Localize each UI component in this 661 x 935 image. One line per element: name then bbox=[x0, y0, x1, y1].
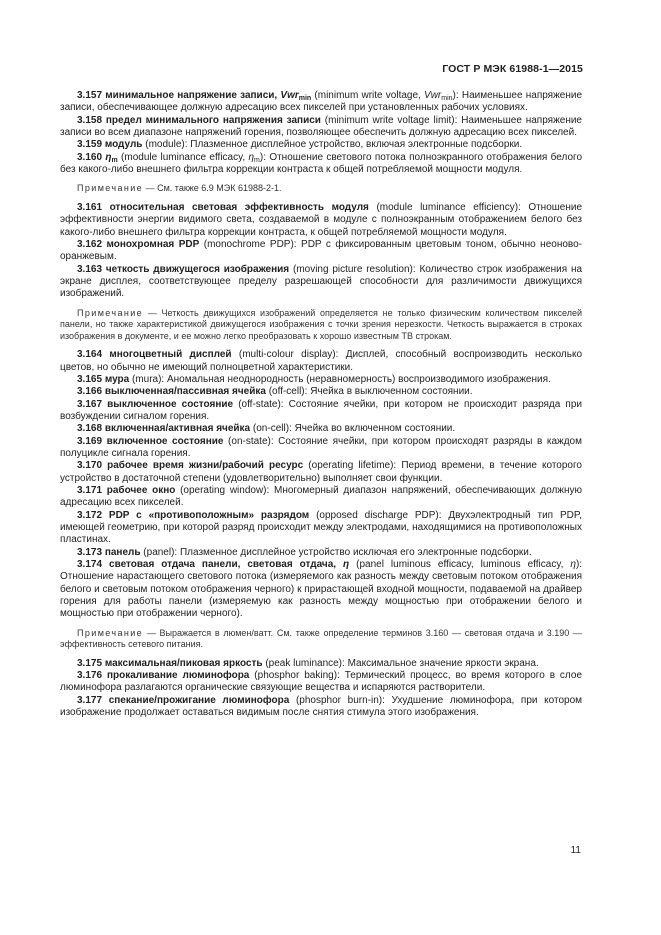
term-entry-3-171 bbox=[60, 485, 582, 510]
term-number: 3.158 bbox=[77, 114, 103, 126]
term-number: 3.170 bbox=[77, 460, 103, 472]
term-entry-3-166 bbox=[60, 386, 582, 398]
term-number: 3.160 bbox=[77, 151, 103, 163]
term-text-b: ): Наименьшее напряжение записи, обеспечивающее должную адресацию всех пикселей при установленных рабочих условиях. bbox=[60, 90, 583, 114]
term-title: монохромная PDP bbox=[106, 238, 200, 250]
term-title: световая отдача панели, световая отдача, bbox=[109, 559, 337, 570]
term-symbol-2: η bbox=[248, 151, 255, 163]
term-title: включенное состояние bbox=[106, 435, 224, 447]
note-text: — См. также 6.9 МЭК 61988-2-1. bbox=[145, 183, 282, 194]
term-symbol-2-subscript: min bbox=[441, 95, 453, 102]
term-definition: (opposed discharge PDP): Двухэлектродный тип PDP, имеющей геометрию, при которой разряд происходит между электродами, находящимися на противоположных пластинах. bbox=[60, 509, 583, 546]
term-text-a: (minimum write voltage, bbox=[314, 90, 421, 101]
term-symbol: η bbox=[105, 151, 112, 163]
term-title: модуль bbox=[104, 139, 143, 151]
term-symbol: η bbox=[343, 559, 350, 570]
term-text-b: ): Отношение светового потока полноэкранного отображения белого без какого-либо внешнего фильтра коррекции контраста к общей потребляемой мощности модуля. bbox=[60, 151, 583, 176]
term-entry-3-177 bbox=[60, 695, 582, 720]
term-number: 3.176 bbox=[77, 670, 103, 682]
term-definition: (off-state): Состояние ячейки, при котором не происходит разряда при возбуждении сигналом горения. bbox=[60, 398, 582, 422]
term-number: 3.163 bbox=[77, 263, 103, 275]
term-definition: (operating lifetime): Период времени, в течение которого устройство в достаточной степени (удовлетворительно) выполняет свои функции. bbox=[60, 460, 582, 484]
term-number: 3.159 bbox=[77, 139, 103, 151]
term-entry-3-163 bbox=[60, 264, 582, 301]
term-text-b: ): Отношение нарастающего светового потока (измеряемого как разность между световым потоком отображения белого и световым потоком отображения черного) к прирастающей входной мощности, подаваемой на драйвер горения для работы панели (измеряемую как разность между мощностью при отображении белого и мощностью при отображении черного). bbox=[60, 559, 583, 620]
term-entry-3-170 bbox=[60, 460, 582, 485]
term-entry-3-161 bbox=[60, 202, 582, 239]
term-definition: (on-state): Состояние ячейки, при котором происходят разряды в каждом полуцикле сигнала горения. bbox=[60, 435, 582, 459]
term-entry-3-169 bbox=[60, 436, 582, 461]
term-entry-3-160 bbox=[60, 152, 582, 177]
term-number: 3.177 bbox=[77, 694, 103, 706]
term-number: 3.167 bbox=[77, 398, 103, 410]
term-number: 3.168 bbox=[77, 423, 103, 435]
term-title: минимальное напряжение записи, bbox=[105, 90, 278, 101]
term-title: спекание/прожигание люминофора bbox=[108, 694, 290, 706]
term-number: 3.174 bbox=[77, 559, 103, 570]
term-number: 3.173 bbox=[77, 546, 103, 558]
term-definition: (moving picture resolution): Количество строк изображения на экране дисплея, соответствующее пределу разрешающей способности для различимости движущихся изображений. bbox=[60, 263, 583, 300]
term-definition: (module): Плазменное дисплейное устройство, включая электронные подсборки. bbox=[145, 139, 523, 151]
note-text: — Четкость движущихся изображений определяется не только физическим количеством пикселей панели, но также характеристикой движущегося изображения с точки зрения нерезкости. Четкость выражается в строках изображения в документе, и ее можно легко преобразовать к хорошо известным ТВ строкам. bbox=[60, 307, 582, 341]
term-entry-3-157 bbox=[60, 90, 582, 115]
term-title: выключенная/пассивная ячейка bbox=[104, 386, 266, 398]
term-symbol-2-subscript: m bbox=[254, 156, 260, 164]
term-title: рабочее время жизни/рабочий ресурс bbox=[107, 460, 304, 472]
term-definition: (phosphor burn-in): Ухудшение люминофора, при котором изображение продолжает оставаться видимым после снятия стимула этого изображения. bbox=[60, 694, 583, 719]
term-text-a: (panel luminous efficacy, luminous efficacy, bbox=[356, 559, 564, 570]
note-label: Примечание bbox=[77, 627, 144, 638]
term-entry-3-162 bbox=[60, 239, 582, 264]
term-number: 3.157 bbox=[77, 90, 103, 101]
term-number: 3.165 bbox=[77, 373, 103, 385]
term-title: выключенное состояние bbox=[107, 398, 234, 410]
term-number: 3.171 bbox=[77, 484, 103, 496]
term-title: панель bbox=[104, 546, 141, 558]
term-number: 3.162 bbox=[77, 238, 103, 250]
term-definition: (operating window): Многомерный диапазон напряжений, обеспечивающих должную адресацию всех пикселей. bbox=[60, 484, 582, 509]
term-number: 3.175 bbox=[77, 657, 103, 669]
term-title: прокаливание люминофора bbox=[106, 670, 250, 682]
term-entry-3-168 bbox=[60, 423, 582, 435]
term-number: 3.169 bbox=[77, 435, 103, 447]
term-entry-3-174 bbox=[60, 559, 582, 621]
note-1 bbox=[60, 183, 582, 195]
term-number: 3.166 bbox=[77, 386, 103, 398]
term-title: PDP с «противоположным» разрядом bbox=[108, 509, 310, 521]
note-3 bbox=[60, 628, 582, 651]
term-definition: (panel): Плазменное дисплейное устройство исключая его электронные подсборки. bbox=[143, 546, 532, 558]
term-title: включенная/активная ячейка bbox=[104, 423, 251, 435]
term-definition: (monochrome PDP): PDP с фиксированным цветовым тоном, обычно неоново-оранжевым. bbox=[60, 238, 583, 263]
term-text-a: (module luminance efficacy, bbox=[121, 151, 246, 163]
term-entry-3-172 bbox=[60, 510, 582, 547]
note-text: — Выражается в люмен/ватт. См. также определение терминов 3.160 — световая отдача и 3.190 — эффективность сетевого питания. bbox=[60, 627, 582, 650]
term-definition: (on-cell): Ячейка во включенном состоянии. bbox=[252, 423, 456, 435]
term-number: 3.172 bbox=[77, 509, 103, 521]
term-title: многоцветный дисплей bbox=[109, 349, 232, 361]
term-symbol-subscript: min bbox=[298, 95, 312, 102]
term-number: 3.164 bbox=[77, 349, 103, 361]
term-entry-3-167 bbox=[60, 399, 582, 424]
term-entry-3-158 bbox=[60, 115, 582, 140]
term-entry-3-159 bbox=[60, 139, 582, 151]
term-title: относительная световая эффективность модуля bbox=[109, 201, 369, 213]
term-title: максимальная/пиковая яркость bbox=[104, 657, 263, 669]
term-definition: (peak luminance): Максимальное значение яркости экрана. bbox=[265, 657, 539, 669]
term-definition: (phosphor baking): Термический процесс, во время которого в слое люминофора разлагаются органические связующие вещества и испаряются растворители. bbox=[60, 670, 583, 694]
term-definition: (minimum write voltage limit): Наименьшее напряжение записи во всем диапазоне напряжений горения, позволяющее обеспечить должную адресацию всех пикселей. bbox=[60, 114, 582, 139]
term-title: четкость движущегося изображения bbox=[105, 263, 290, 275]
term-definition: (mura): Аномальная неоднородность (неравномерность) воспроизводимого изображения. bbox=[131, 373, 551, 385]
note-label: Примечание bbox=[77, 307, 144, 318]
page-header: ГОСТ Р МЭК 61988-1—2015 bbox=[442, 63, 583, 75]
term-entry-3-164 bbox=[60, 349, 582, 374]
note-label: Примечание bbox=[77, 183, 144, 194]
term-number: 3.161 bbox=[77, 201, 103, 213]
term-title: мура bbox=[104, 373, 130, 385]
term-entry-3-173 bbox=[60, 547, 582, 559]
term-symbol-2: Vwr bbox=[424, 90, 442, 101]
term-symbol-subscript: m bbox=[111, 156, 118, 164]
term-entry-3-175 bbox=[60, 658, 582, 670]
term-entry-3-176 bbox=[60, 670, 582, 695]
term-definition: (multi-colour display): Дисплей, способный воспроизводить несколько цветов, но обычно не имеющий полноцветной характеристики. bbox=[60, 349, 583, 373]
term-title: рабочее окно bbox=[106, 484, 176, 496]
term-entry-3-165 bbox=[60, 374, 582, 386]
term-symbol: Vwr bbox=[280, 90, 299, 101]
term-definition: (module luminance efficiency): Отношение эффективности энергии видимого света, создаваемой в модуле с полноэкранным отображением белого без какого-либо внешнего фильтра коррекции контраста, к общей потребляемой мощности модуля. bbox=[60, 201, 583, 238]
term-symbol-2: η bbox=[570, 559, 576, 570]
term-definition: (off-cell): Ячейка в выключенном состоянии. bbox=[268, 386, 473, 398]
page-number: 11 bbox=[570, 845, 581, 856]
document-body bbox=[60, 90, 582, 719]
note-2 bbox=[60, 308, 582, 343]
term-title: предел минимального напряжения записи bbox=[105, 114, 321, 126]
